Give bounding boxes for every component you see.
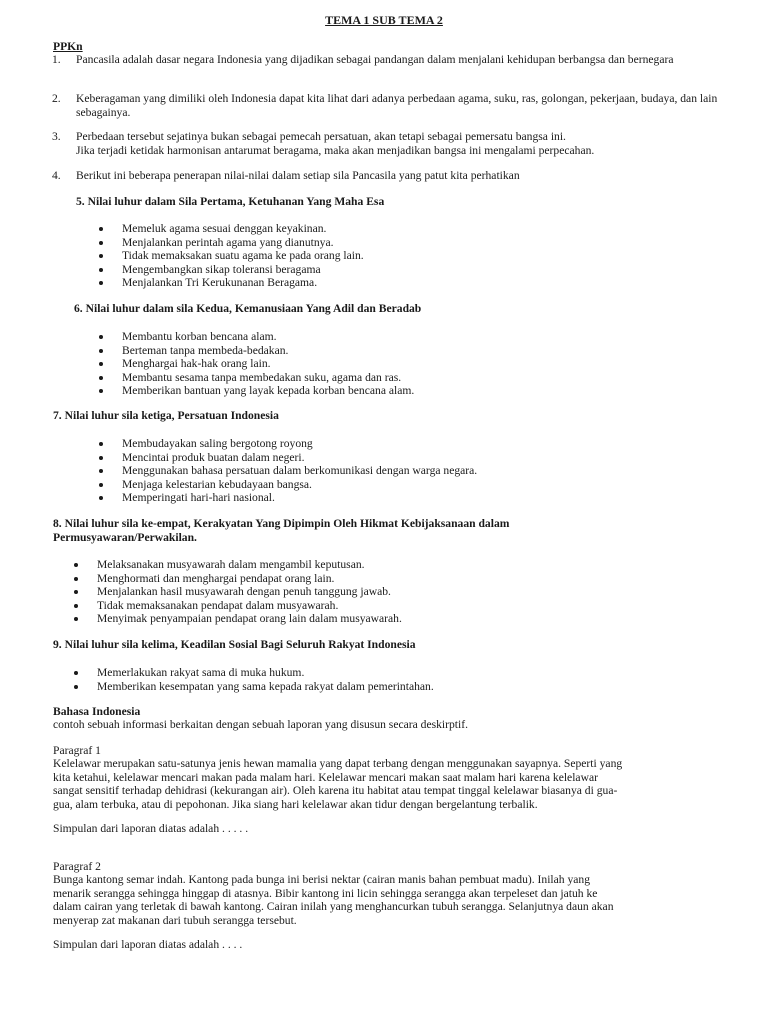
page-title: TEMA 1 SUB TEMA 2	[325, 13, 443, 27]
sila-4-list	[72, 558, 402, 626]
bahasa-intro: contoh sebuah informasi berkaitan dengan sebuah laporan yang disusun secara deskirptif.	[53, 718, 468, 731]
ppkn-heading: PPKn	[53, 40, 83, 53]
list-item: Menyimak penyampaian pendapat orang lain dalam musyawarah.	[72, 612, 402, 626]
list-item: Menghargai hak-hak orang lain.	[97, 357, 414, 371]
ppkn-item-text: Perbedaan tersebut sejatinya bukan sebagai pemecah persatuan, akan tetapi sebagai pemersatu bangsa ini.	[76, 130, 566, 143]
list-item: Memperingati hari-hari nasional.	[97, 491, 477, 505]
list-item: Menghormati dan menghargai pendapat orang lain.	[72, 572, 402, 586]
list-item: Menjalankan hasil musyawarah dengan penuh tanggung jawab.	[72, 585, 402, 599]
list-item: Menjalankan Tri Kerukunanan Beragama.	[97, 276, 364, 290]
sila-3-list	[97, 437, 477, 505]
list-item: Membantu korban bencana alam.	[97, 330, 414, 344]
sila-1-list	[97, 222, 364, 290]
sila-2-heading: 6. Nilai luhur dalam sila Kedua, Kemanusiaan Yang Adil dan Beradab	[74, 302, 422, 315]
list-item: Menjalankan perintah agama yang dianutnya.	[97, 236, 364, 250]
ppkn-item-3: 3. Perbedaan tersebut sejatinya bukan sebagai pemecah persatuan, akan tetapi sebagai pemersatu bangsa ini. Jika terjadi ketidak harmonisan antarumat beragama, maka akan menjadikan bangsa ini mengalami perpecahan.	[76, 130, 746, 157]
bahasa-heading: Bahasa Indonesia	[53, 705, 141, 718]
ppkn-item-text: Jika terjadi ketidak harmonisan antarumat beragama, maka akan menjadikan bangsa ini mengalami perpecahan.	[76, 143, 595, 157]
list-item: Memberikan bantuan yang layak kepada korban bencana alam.	[97, 384, 414, 398]
list-item: Membantu sesama tanpa membedakan suku, agama dan ras.	[97, 371, 414, 385]
sila-5-heading: 9. Nilai luhur sila kelima, Keadilan Sosial Bagi Seluruh Rakyat Indonesia	[53, 638, 416, 651]
ppkn-item-text: Keberagaman yang dimiliki oleh Indonesia dapat kita lihat dari adanya perbedaan agama, suku, ras, golongan, pekerjaan, budaya, dan lain sebagainya.	[76, 92, 718, 119]
paragraf-2-label: Paragraf 2	[53, 860, 101, 873]
sila-4-heading: 8. Nilai luhur sila ke-empat, Kerakyatan Yang Dipimpin Oleh Hikmat Kebijaksanaan dalam Permusyawaran/Perwakilan.	[53, 517, 510, 544]
paragraf-1-label: Paragraf 1	[53, 744, 101, 757]
sila-3-heading: 7. Nilai luhur sila ketiga, Persatuan Indonesia	[53, 409, 279, 422]
list-item: Berteman tanpa membeda-bedakan.	[97, 344, 414, 358]
ppkn-item-text: Berikut ini beberapa penerapan nilai-nilai dalam setiap sila Pancasila yang patut kita perhatikan	[76, 169, 520, 182]
ppkn-item-2: 2. Keberagaman yang dimiliki oleh Indonesia dapat kita lihat dari adanya perbedaan agama, suku, ras, golongan, pekerjaan, budaya, dan lain sebagainya.	[52, 92, 718, 119]
list-item: Menjaga kelestarian kebudayaan bangsa.	[97, 478, 477, 492]
list-item: Membudayakan saling bergotong royong	[97, 437, 477, 451]
ppkn-item-1: 1. Pancasila adalah dasar negara Indonesia yang dijadikan sebagai pandangan dalam menjalani kehidupan berbangsa dan bernegara	[52, 53, 674, 66]
paragraf-1-simpulan: Simpulan dari laporan diatas adalah . . . . .	[53, 822, 249, 835]
sila-1-heading: 5. Nilai luhur dalam Sila Pertama, Ketuhanan Yang Maha Esa	[76, 195, 385, 208]
list-item: Melaksanakan musyawarah dalam mengambil keputusan.	[72, 558, 402, 572]
list-item: Memberikan kesempatan yang sama kepada rakyat dalam pemerintahan.	[72, 680, 434, 694]
list-item: Mengembangkan sikap toleransi beragama	[97, 263, 364, 277]
list-item: Memeluk agama sesuai denggan keyakinan.	[97, 222, 364, 236]
ppkn-item-4: 4. Berikut ini beberapa penerapan nilai-nilai dalam setiap sila Pancasila yang patut kita perhatikan	[52, 169, 520, 182]
paragraf-2-simpulan: Simpulan dari laporan diatas adalah . . . .	[53, 938, 243, 951]
sila-5-list	[72, 666, 434, 693]
list-item: Memerlakukan rakyat sama di muka hukum.	[72, 666, 434, 680]
list-item: Mencintai produk buatan dalam negeri.	[97, 451, 477, 465]
paragraf-2-text: Bunga kantong semar indah. Kantong pada bunga ini berisi nektar (cairan manis bahan pembuat madu). Inilah yang menarik serangga sehingga hinggap di atasnya. Bibir kantong ini licin sehingga serangga akan terpeleset dan jatuh ke dalam cairan yang terletak di bawah kantong. Cairan inilah yang menghancurkan tubuh serangga. Selanjutnya daun akan menyerap zat makanan dari tubuh serangga tersebut.	[53, 873, 614, 927]
sila-2-list	[97, 330, 414, 398]
list-item: Tidak memaksakan suatu agama ke pada orang lain.	[97, 249, 364, 263]
ppkn-item-text: Pancasila adalah dasar negara Indonesia yang dijadikan sebagai pandangan dalam menjalani kehidupan berbangsa dan bernegara	[76, 53, 674, 66]
list-item: Menggunakan bahasa persatuan dalam berkomunikasi dengan warga negara.	[97, 464, 477, 478]
list-item: Tidak memaksanakan pendapat dalam musyawarah.	[72, 599, 402, 613]
paragraf-1-text: Kelelawar merupakan satu-satunya jenis hewan mamalia yang dapat terbang dengan menggunakan sayapnya. Seperti yang kita ketahui, kelelawar mencari makan pada malam hari. Kelelawar mencari makan saat malam hari karena kelelawar sangat sensitif terhadap dehidrasi (kekurangan air). Oleh karena itu habitat atau tempat tinggal kelelawar biasanya di gua- gua, alam terbuka, atau di pepohonan. Jika siang hari kelelawar akan tidur dengan bergelantung terbalik.	[53, 757, 623, 811]
